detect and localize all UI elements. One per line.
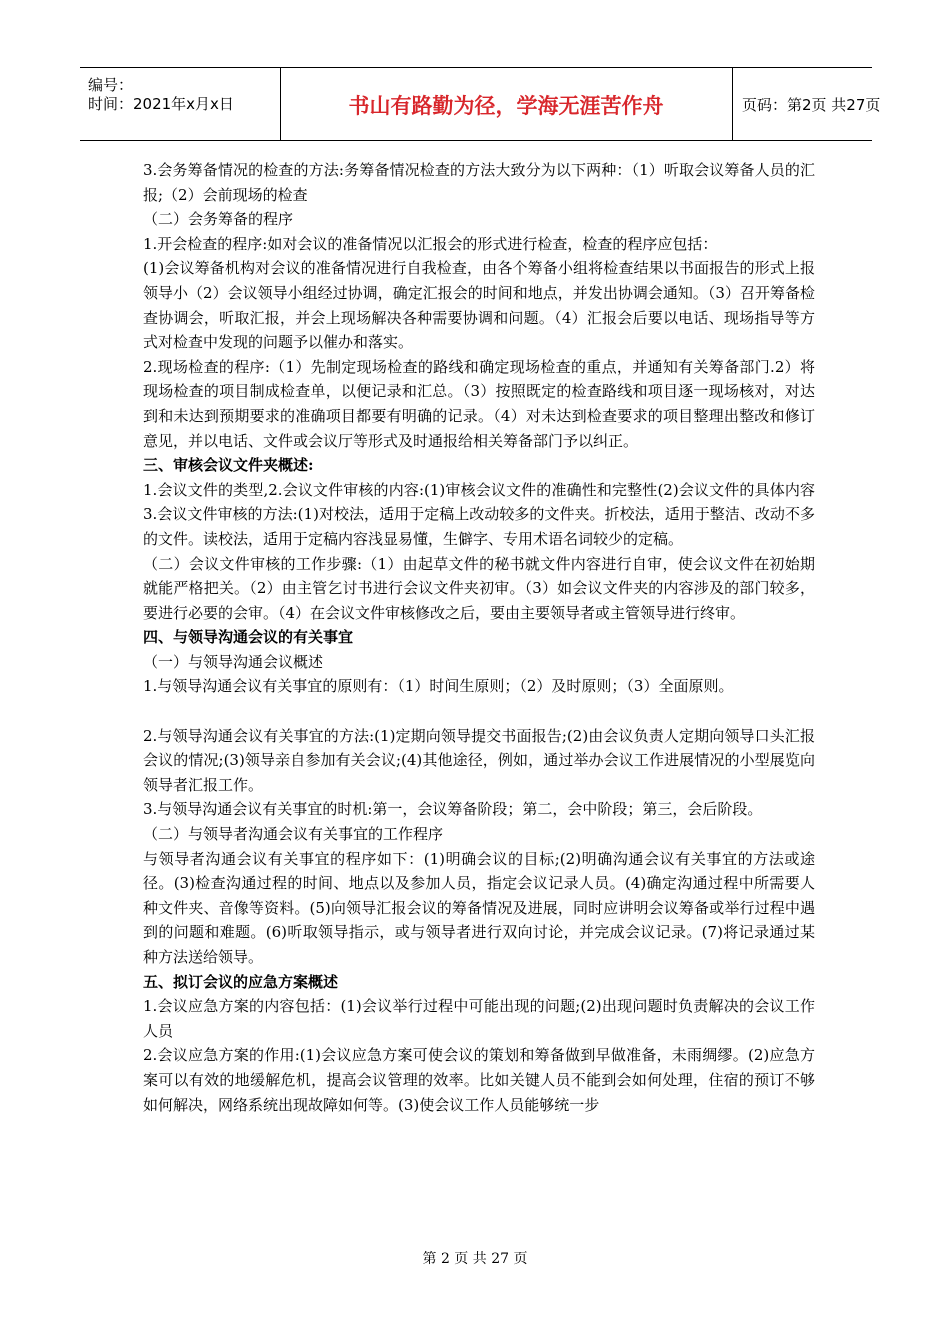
body-paragraph: （二）会务筹备的程序 xyxy=(143,210,294,229)
header-page-cell xyxy=(732,68,881,140)
body-paragraph: 与领导者沟通会议有关事宜的程序如下：(1)明确会议的目标;(2)明确沟通会议有关事宜的方法或途径。(3)检查沟通过程的时间、地点以及参加人员，指定会议记录人员。(4)确定沟通过程中所需要人种文件夹、音像等资料。(5)向领导汇报会议的筹备情况及进展，同时应讲明会议筹备或举行过程中遇到的问题和难题。(6)听取领导指示，或与领导者进行双向讨论，并完成会议记录。(7)将记录通过某种方法送给领导。 xyxy=(143,849,815,966)
body-paragraph: 1.与领导沟通会议有关事宜的原则有：（1）时间生原则；（2）及时原则；（3）全面原则。 xyxy=(143,677,734,696)
header-meta-cell xyxy=(80,68,281,140)
body-paragraph: 2.会议应急方案的作用:(1)会议应急方案可使会议的策划和筹备做到早做准备，未雨绸缪。(2)应急方案可以有效的地缓解危机，提高会议管理的效率。比如关键人员不能到会如何处理，住宿的预订不够如何解决，网络系统出现故障如何等。(3)使会议工作人员能够统一步 xyxy=(143,1046,815,1114)
motto-text: 书山有路勤为径，学海无涯苦作舟 xyxy=(348,94,664,118)
section-heading: 五、拟订会议的应急方案概述 xyxy=(143,972,339,991)
body-paragraph: 1.开会检查的程序:如对会议的准备情况以汇报会的形式进行检查，检查的程序应包括： xyxy=(143,234,718,253)
header-motto-cell xyxy=(280,68,733,140)
header-page-info: 页码：第2页 共27页 xyxy=(742,96,881,114)
body-paragraph: 3.与领导沟通会议有关事宜的时机:第一，会议筹备阶段；第二，会中阶段；第三，会后阶段。 xyxy=(143,800,763,819)
document-number-label: 编号： xyxy=(88,76,134,94)
body-paragraph: (1)会议筹备机构对会议的准备情况进行自我检查，由各个筹备小组将检查结果以书面报告的形式上报领导小（2）会议领导小组经过协调，确定汇报会的时间和地点，并发出协调会通知。（3）召开筹备检查协调会，听取汇报，并会上现场解决各种需要协调和问题。（4）汇报会后要以电话、现场指导等方式对检查中发现的问题予以催办和落实。 xyxy=(143,259,815,352)
body-paragraph: 2.现场检查的程序:（1）先制定现场检查的路线和确定现场检查的重点，并通知有关筹备部门.2）将现场检查的项目制成检查单，以便记录和汇总。（3）按照既定的检查路线和项目逐一现场核对，对达到和未达到预期要求的准确项目都要有明确的记录。（4）对未达到检查要求的项目整理出整改和修订意见，并以电话、文件或会议厅等形式及时通报给相关筹备部门予以纠正。 xyxy=(143,357,815,450)
section-heading: 四、与领导沟通会议的有关事宜 xyxy=(143,628,354,647)
body-paragraph: 1.会议文件的类型,2.会议文件审核的内容:(1)审核会议文件的准确性和完整性(2)会议文件的具体内容3.会议文件审核的方法:(1)对校法，适用于定稿上改动较多的文件夹。折校法，适用于整洁、改动不多的文件。读校法，适用于定稿内容浅显易懂，生僻字、专用术语名词较少的定稿。 xyxy=(143,480,815,548)
page-footer-number: 第 2 页 共 27 页 xyxy=(422,1251,528,1267)
section-heading: 三、审核会议文件夹概述: xyxy=(143,456,314,475)
blank-line xyxy=(143,699,815,724)
body-paragraph: （二）会议文件审核的工作步骤:（1）由起草文件的秘书就文件内容进行自审，使会议文件在初始期就能严格把关。（2）由主管乞讨书进行会议文件夹初审。（3）如会议文件夹的内容涉及的部门较多，要进行必要的会审。（4）在会议文件审核修改之后，要由主要领导者或主管领导进行终审。 xyxy=(143,554,815,622)
document-date-label: 时间：2021年x月x日 xyxy=(88,95,234,113)
page-header xyxy=(80,67,881,141)
body-paragraph: 2.与领导沟通会议有关事宜的方法:(1)定期向领导提交书面报告;(2)由会议负责人定期向领导口头汇报会议的情况;(3)领导亲自参加有关会议;(4)其他途径，例如，通过举办会议工作进展情况的小型展览向领导者汇报工作。 xyxy=(143,726,815,794)
body-paragraph: （一）与领导沟通会议概述 xyxy=(143,652,324,671)
body-paragraph: （二）与领导者沟通会议有关事宜的工作程序 xyxy=(143,825,444,844)
body-paragraph: 3.会务筹备情况的检查的方法:务筹备情况检查的方法大致分为以下两种：（1）听取会议筹备人员的汇报;（2）会前现场的检查 xyxy=(143,161,815,204)
body-paragraph: 1.会议应急方案的内容包括：(1)会议举行过程中可能出现的问题;(2)出现问题时负责解决的会议工作人员 xyxy=(143,997,815,1040)
document-body xyxy=(143,158,815,1117)
